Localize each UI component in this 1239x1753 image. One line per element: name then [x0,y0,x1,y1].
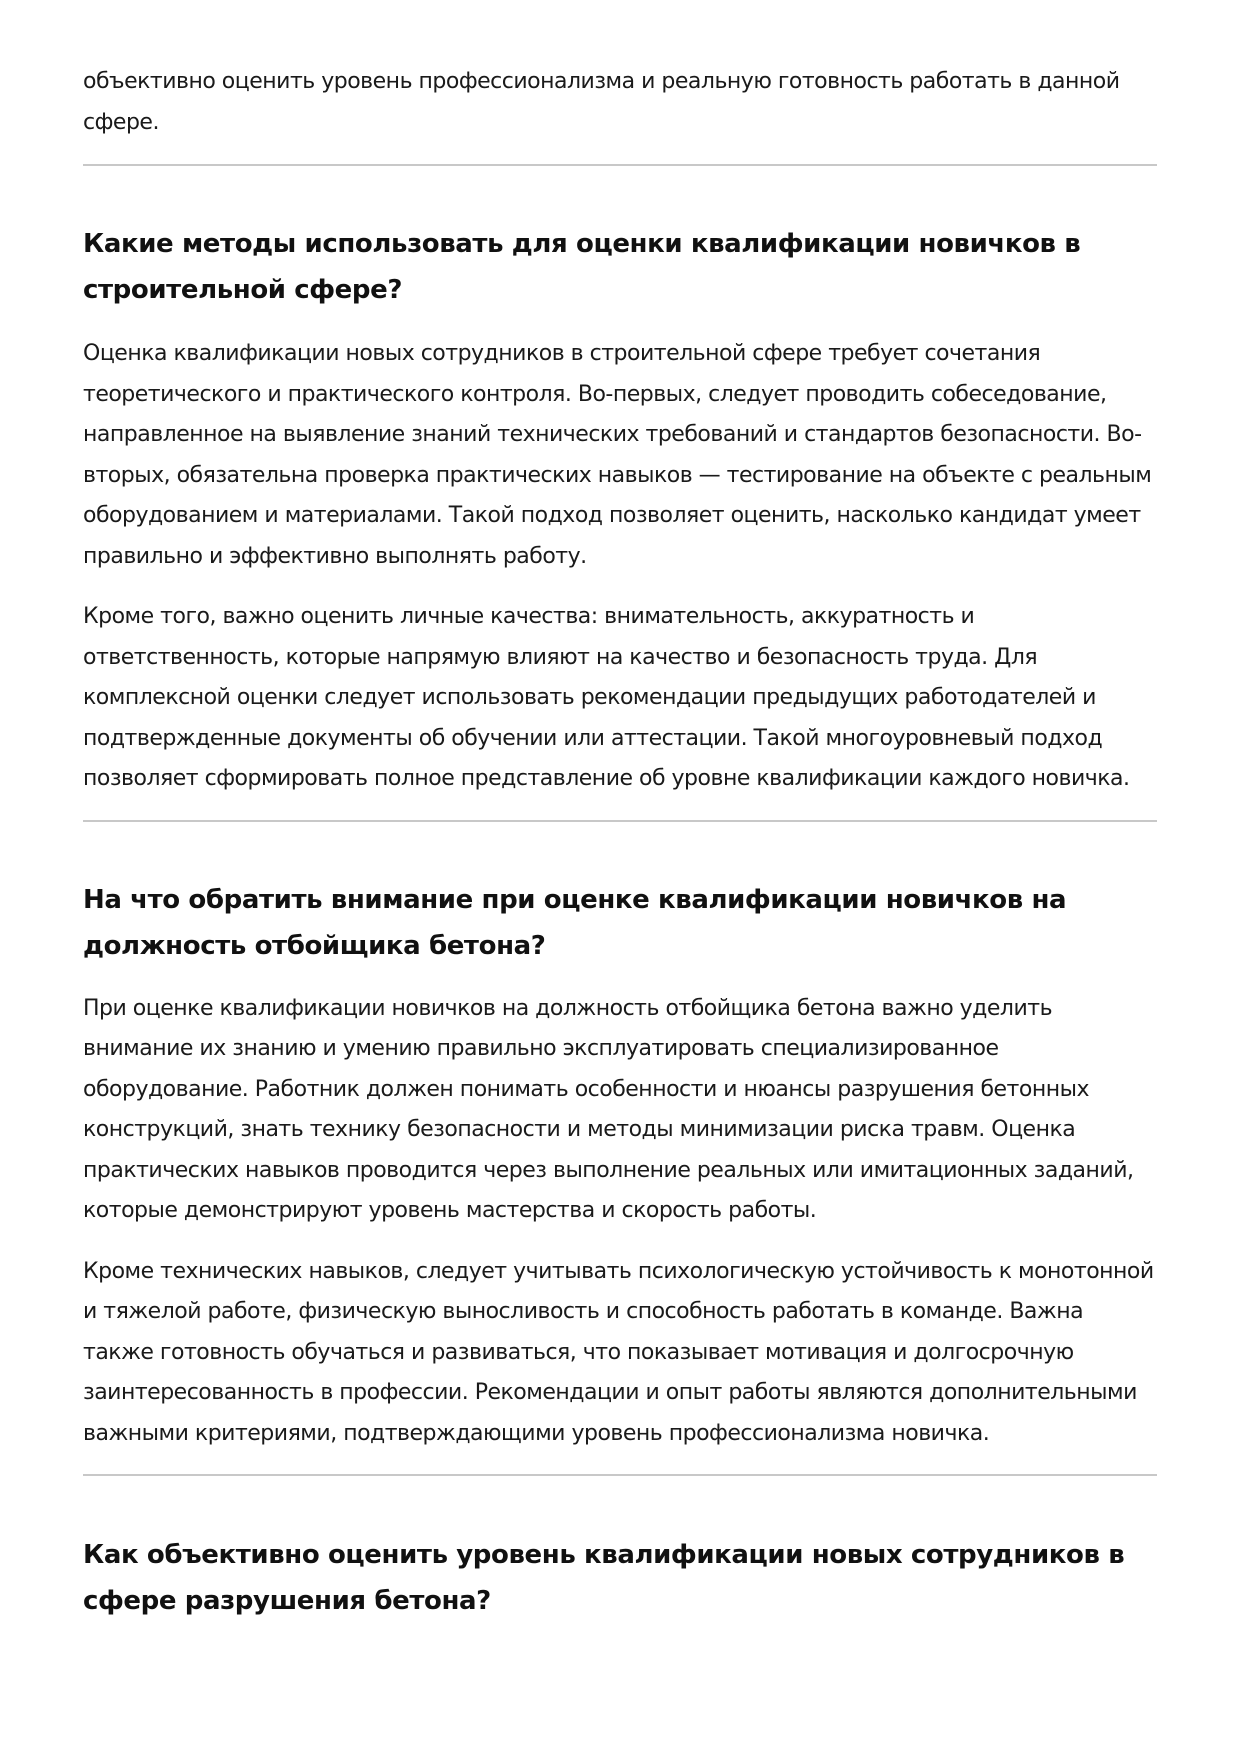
section-divider [83,1474,1157,1476]
section-paragraph: Оценка квалификации новых сотрудников в строительной сфере требует сочетания теоретического и практического контроля. Во-первых, следует проводить собеседование, направленное на выявление знаний технических требований и стандартов безопасности. Во-вторых, обязательна проверка практических навыков — тестирование на объекте с реальным оборудованием и материалами. Такой подход позволяет оценить, насколько кандидат умеет правильно и эффективно выполнять работу. [83,341,1152,569]
intro-paragraph: объективно оценить уровень профессионализма и реальную готовность работать в данной сфере. [83,69,1120,135]
article-page [83,0,1157,1624]
section-paragraph: При оценке квалификации новичков на должность отбойщика бетона важно уделить внимание их знанию и умению правильно эксплуатировать специализированное оборудование. Работник должен понимать особенности и нюансы разрушения бетонных конструкций, знать технику безопасности и методы минимизации риска травм. Оценка практических навыков проводится через выполнение реальных или имитационных заданий, которые демонстрируют уровень мастерства и скорость работы. [83,995,1134,1223]
section-divider [83,820,1157,822]
section-heading: Какие методы использовать для оценки квалификации новичков в строительной сфере? [83,229,1081,305]
section-paragraph: Кроме того, важно оценить личные качества: внимательность, аккуратность и ответственность, которые напрямую влияют на качество и безопасность труда. Для комплексной оценки следует использовать рекомендации предыдущих работодателей и подтвержденные документы об обучении или аттестации. Такой многоуровневый подход позволяет сформировать полное представление об уровне квалификации каждого новичка. [83,604,1130,791]
section-heading: Как объективно оценить уровень квалификации новых сотрудников в сфере разрушения бетона? [83,1540,1125,1616]
section-heading: На что обратить внимание при оценке квалификации новичков на должность отбойщика бетона? [83,884,1067,961]
section-divider [83,164,1157,166]
section-paragraph: Кроме технических навыков, следует учитывать психологическую устойчивость к монотонной и тяжелой работе, физическую выносливость и способность работать в команде. Важна также готовность обучаться и развиваться, что показывает мотивация и долгосрочную заинтересованность в профессии. Рекомендации и опыт работы являются дополнительными важными критериями, подтверждающими уровень профессионализма новичка. [83,1258,1154,1446]
